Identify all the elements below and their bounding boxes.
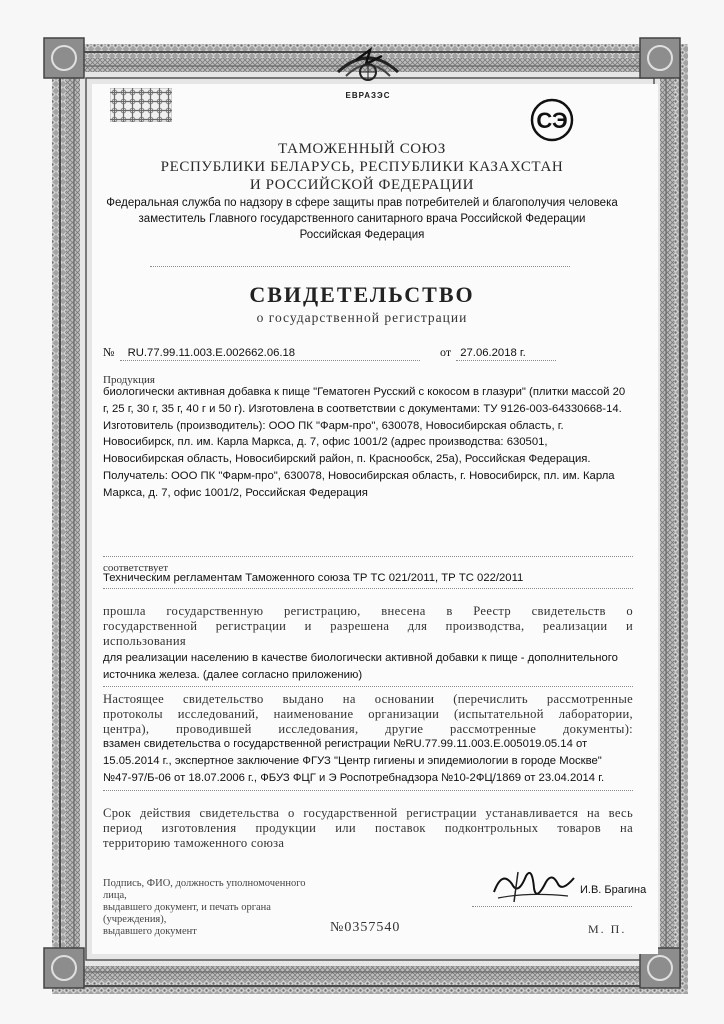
conformity-label: соответствует [103,562,169,574]
signature-icon [488,862,578,908]
stamp-place-label: М. П. [588,922,627,936]
product-line: биологически активная добавка к пище "Гематоген Русский с кокосом в глазури" (плитки массой 20 [103,386,626,398]
product-line: Изготовитель (производитель): ООО ПК "Фарм-про", 630078, Новосибирская область, г. [103,419,564,432]
signature-caption [103,878,313,938]
emblem-label: ЕВРАЗЭС [345,91,391,100]
signature-caption-line: выдавшего документ [103,926,197,937]
hologram-pattern [110,88,172,122]
signer-name: И.В. Брагина [580,884,647,896]
document-title: СВИДЕТЕЛЬСТВО [249,282,475,307]
signature-caption-line: Подпись, ФИО, должность уполномоченного лица, [103,878,306,901]
document-line: взамен свидетельства о государственной регистрации №RU.77.99.11.003.Е.005019.05.14 от [103,738,588,750]
usage-line: для реализации населению в качестве биологически активной добавки к пище - дополнительного [103,652,618,664]
registration-number: RU.77.99.11.003.Е.002662.06.18 [127,347,296,359]
eurasec-emblem [326,42,410,100]
usage-underline [103,686,633,687]
statement-line: использования [103,634,186,648]
validity-line: территорию таможенного союза [103,836,285,850]
basis-block [103,692,633,737]
se-mark-label: СЭ [536,108,568,133]
validity-block [103,806,633,851]
registration-statement [103,604,633,649]
signature-underline [472,906,632,907]
product-line: Новосибирская область, Новосибирский район, п. Краснообск, 25а), Российская Федерация. [103,453,591,466]
number-prefix: № [103,345,115,359]
eurasec-logo-icon [326,42,410,88]
product-line: Получатель: ООО ПК "Фарм-про", 630078, Новосибирская область, г. Новосибирск, пл. им. Карла [103,469,615,482]
basis-line: протоколы исследований, наименование организации (испытательной лаборатории, [103,707,633,721]
document-line: 15.05.2014 г., экспертное заключение ФГУЗ "Центр гигиены и эпидемиологии в городе Москве" [103,754,602,767]
registration-date: 27.06.2018 г. [460,347,526,359]
statement-line: государственной регистрации и разрешена для производства, реализации и [103,619,633,633]
authority-line-3: Российская Федерация [299,229,425,241]
date-underline [456,360,556,361]
serial-number: №0357540 [330,920,401,935]
product-line: г, 25 г, 30 г, 35 г, 40 г и 50 г). Изготовлена в соответствии с документами: ТУ 9126-003-64330668-14. [103,402,622,415]
authority-line-1: Федеральная служба по надзору в сфере защиты прав потребителей и благополучия человека [106,197,618,209]
number-underline [120,360,420,361]
statement-line: прошла государственную регистрацию, внесена в Реестр свидетельств о [103,604,633,618]
basis-line: центра), проводившей исследования, другие рассмотренные документы): [103,722,633,736]
signature-caption-line: выдавшего документ, и печать органа (учреждения), [103,902,271,925]
validity-line: период изготовления продукции или поставок подконтрольных товаров на [103,821,633,835]
product-description [103,384,633,502]
authority-line-2: заместитель Главного государственного санитарного врача Российской Федерации [138,213,586,225]
product-label: Продукция [103,374,155,386]
product-line: Маркса, д. 7, офис 1001/2, Российская Федерация [103,486,368,499]
basis-line: Настоящее свидетельство выдано на основании (перечислить рассмотренные [103,692,633,706]
se-mark-icon [526,98,578,142]
documents-block [103,736,633,786]
divider [150,266,570,267]
product-divider [103,556,633,557]
header-line-2: РЕСПУБЛИКИ БЕЛАРУСЬ, РЕСПУБЛИКИ КАЗАХСТАН [160,159,564,175]
header-line-3: И РОССИЙСКОЙ ФЕДЕРАЦИИ [249,177,475,193]
date-prefix: от [440,345,452,359]
usage-line: источника железа. (далее согласно приложению) [103,668,363,681]
product-line: Новосибирск, пл. им. Карла Маркса, д. 7, офис 1001/2 (адрес производства: 630501, [103,436,548,449]
conformity-text: Техническим регламентам Таможенного союза ТР ТС 021/2011, ТР ТС 022/2011 [103,572,524,584]
conformity-underline [103,588,633,589]
documents-underline [103,790,633,791]
usage-block [103,650,633,684]
document-line: №47-97/Б-06 от 18.07.2006 г., ФБУЗ ФЦГ и Э Роспотребнадзора №10-2ФЦ/1869 от 23.04.2014 г. [103,771,605,784]
header-line-1: ТАМОЖЕННЫЙ СОЮЗ [278,141,446,157]
document-subtitle: о государственной регистрации [256,310,468,325]
validity-line: Срок действия свидетельства о государственной регистрации устанавливается на весь [103,806,633,820]
